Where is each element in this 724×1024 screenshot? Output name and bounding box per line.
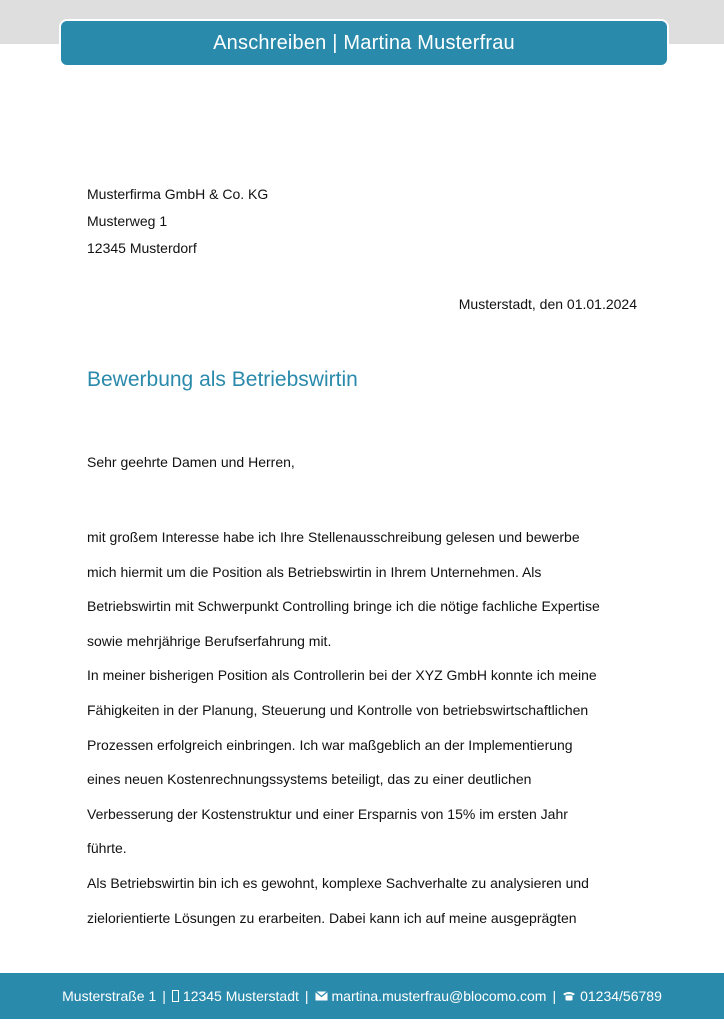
body-line: eines neuen Kostenrechnungssystems beteiligt, das zu einer deutlichen <box>87 771 532 788</box>
body-line: Betriebswirtin mit Schwerpunkt Controlling bringe ich die nötige fachliche Expertise <box>87 598 600 615</box>
footer-separator: | <box>162 988 166 1004</box>
phone-icon <box>562 988 576 1004</box>
envelope-icon <box>315 988 328 1004</box>
body-line: Verbesserung der Kostenstruktur und einer Ersparnis von 15% im ersten Jahr <box>87 805 568 822</box>
body-line: Fähigkeiten in der Planung, Steuerung und Kontrolle von betriebswirtschaftlichen <box>87 701 589 718</box>
body-line: zielorientierte Lösungen zu erarbeiten. Dabei kann ich auf meine ausgeprägten <box>87 909 577 926</box>
date-line: Musterstadt, den 01.01.2024 <box>458 296 637 312</box>
recipient-address <box>87 181 268 262</box>
salutation: Sehr geehrte Damen und Herren, <box>87 454 295 470</box>
footer-phone[interactable]: 01234/56789 <box>580 988 662 1004</box>
recipient-city: 12345 Musterdorf <box>87 240 197 256</box>
location-icon <box>172 988 179 1004</box>
body-line: führte. <box>87 840 127 857</box>
footer-separator: | <box>304 988 309 1004</box>
footer-separator: | <box>552 988 557 1004</box>
header-bar <box>61 21 667 65</box>
footer-email[interactable]: martina.musterfrau@blocomo.com <box>331 988 547 1004</box>
body-line: mich hiermit um die Position als Betriebswirtin in Ihrem Unternehmen. Als <box>87 563 542 580</box>
body-line: Als Betriebswirtin bin ich es gewohnt, komplexe Sachverhalte zu analysieren und <box>87 874 589 891</box>
body-line: Prozessen erfolgreich einbringen. Ich war maßgeblich an der Implementierung <box>87 736 573 753</box>
footer-bar <box>0 973 724 1019</box>
body-line: In meiner bisherigen Position als Controllerin bei der XYZ GmbH konnte ich meine <box>87 667 597 684</box>
body-line: sowie mehrjährige Berufserfahrung mit. <box>87 632 332 649</box>
subject-heading: Bewerbung als Betriebswirtin <box>87 368 358 391</box>
header-title: Anschreiben | Martina Musterfrau <box>213 31 515 54</box>
body-line: mit großem Interesse habe ich Ihre Stellenausschreibung gelesen und bewerbe <box>87 529 580 545</box>
letter-body <box>87 520 647 935</box>
recipient-company: Musterfirma GmbH & Co. KG <box>87 186 269 202</box>
footer-street: Musterstraße 1 <box>62 988 157 1004</box>
recipient-street: Musterweg 1 <box>87 213 168 229</box>
footer-city: 12345 Musterstadt <box>182 988 299 1004</box>
